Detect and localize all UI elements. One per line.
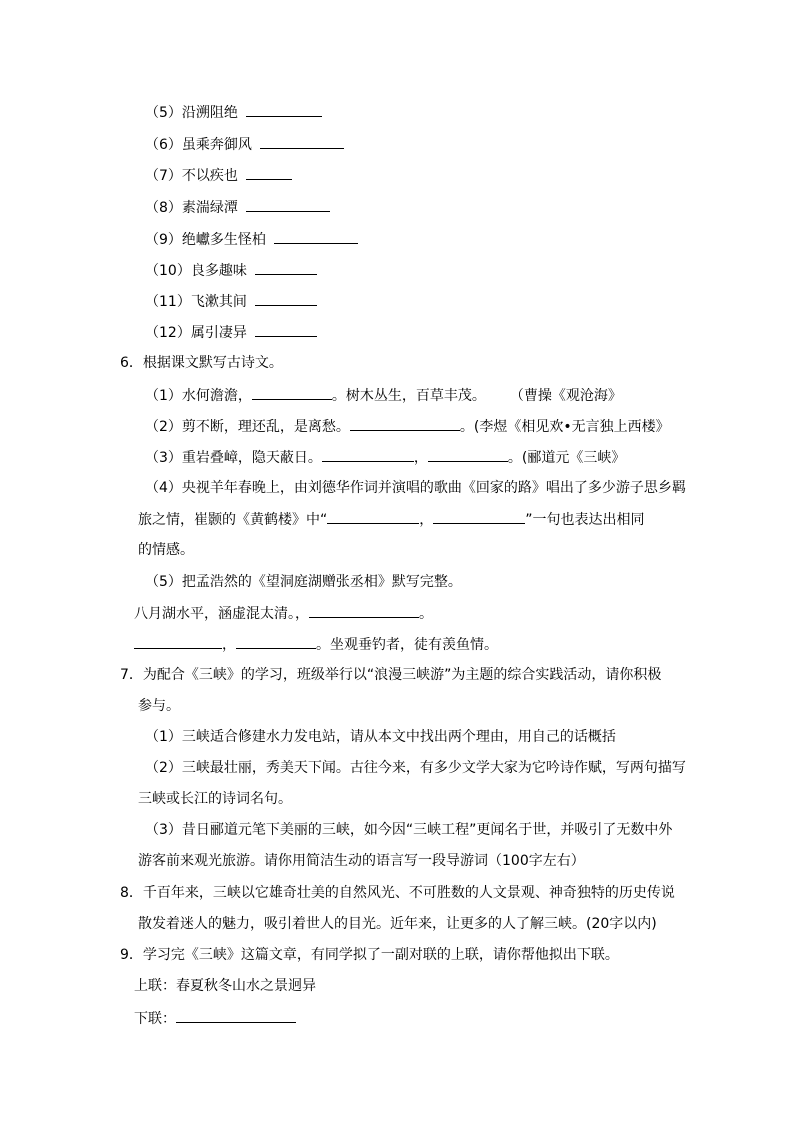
q7-line1: 7．为配合《三峡》的学习，班级举行以“浪漫三峡游”为主题的综合实践活动，请你积极	[120, 667, 662, 683]
q6-p4-blank-2[interactable]	[433, 509, 525, 524]
q5-item-10-blank[interactable]	[255, 260, 317, 275]
q6-p3-text-a: （3）重岩叠嶂，隐天蔽日。	[145, 450, 322, 466]
q5-item-9-blank[interactable]	[274, 229, 358, 244]
q5-item-6-blank[interactable]	[260, 134, 344, 149]
q6-p5-line1	[134, 603, 433, 624]
q6-p5-text-b: 。	[419, 606, 433, 622]
q6-p1-text-a: （1）水何澹澹，	[145, 388, 252, 404]
q5-item-6	[145, 134, 344, 155]
q9-lower-label: 下联：	[134, 1011, 176, 1027]
q6-p5-blank-2[interactable]	[134, 634, 222, 649]
q6-title: 6．根据课文默写古诗文。	[120, 355, 283, 371]
q6-p4-text-a: 旅之情，崔颢的《黄鹤楼》中“	[138, 512, 328, 528]
q5-item-12-blank[interactable]	[255, 322, 317, 337]
q6-p5-blank-3[interactable]	[236, 634, 316, 649]
q5-item-11	[145, 291, 317, 312]
q9-lower-couplet	[134, 1008, 296, 1029]
q6-p2-text-a: （2）剪不断，理还乱，是离愁。	[145, 419, 350, 435]
q6-p1-source: （曹操《观沧海》	[509, 388, 622, 404]
q7-part-2-line2: 三峡或长江的诗词名句。	[138, 791, 292, 807]
q8-line1: 8．千百年来，三峡以它雄奇壮美的自然风光、不可胜数的人文景观、神奇独特的历史传说	[120, 885, 675, 901]
q6-p4-text-b: ，	[419, 512, 434, 528]
q7-part-3-line2: 游客前来观光旅游。请你用简洁生动的语言写一段导游词（100字左右）	[138, 853, 585, 869]
q5-item-5-label: （5）沿溯阻绝	[145, 105, 238, 121]
q5-item-9	[145, 229, 358, 250]
q6-p4-blank-1[interactable]	[327, 509, 419, 524]
q5-item-11-blank[interactable]	[255, 291, 317, 306]
q5-item-8	[145, 197, 330, 218]
q5-item-7-label: （7）不以疾也	[145, 168, 238, 184]
q6-p2-blank[interactable]	[350, 416, 460, 431]
q7-line2: 参与。	[138, 698, 180, 714]
q6-p5-title: （5）把孟浩然的《望洞庭湖赠张丞相》默写完整。	[145, 574, 462, 590]
q6-p3-blank-2[interactable]	[428, 447, 508, 462]
q5-item-7-blank[interactable]	[246, 165, 292, 180]
q9-line1: 9．学习完《三峡》这篇文章，有同学拟了一副对联的上联，请你帮他拟出下联。	[120, 947, 619, 963]
q5-item-12	[145, 322, 317, 343]
q6-p4-line3: 的情感。	[138, 542, 194, 558]
q6-part-3	[145, 447, 625, 468]
q6-p5-text-d: 。坐观垂钓者，徒有羡鱼情。	[316, 637, 498, 653]
q6-p5-text-a: 八月湖水平，涵虚混太清。，	[134, 606, 309, 622]
q6-p2-text-b: 。(李煜《相见欢•无言独上西楼》	[459, 419, 670, 435]
q6-p4-line2	[138, 509, 645, 530]
q6-p3-text-b: ，	[413, 450, 428, 466]
q6-p5-blank-1[interactable]	[309, 603, 419, 618]
q6-p4-line1: （4）央视羊年春晚上，由刘德华作词并演唱的歌曲《回家的路》唱出了多少游子思乡羁	[145, 480, 686, 496]
q6-part-1	[145, 385, 622, 406]
q5-item-7	[145, 165, 292, 186]
q5-item-9-label: （9）绝巘多生怪柏	[145, 232, 266, 248]
q8-line2: 散发着迷人的魅力，吸引着世人的目光。近年来，让更多的人了解三峡。(20字以内)	[138, 916, 657, 932]
q5-item-12-label: （12）属引凄异	[145, 325, 247, 341]
q5-item-5	[145, 102, 322, 123]
q6-p1-text-b: 。树木丛生，百草丰茂。	[331, 388, 486, 404]
q5-item-8-label: （8）素湍绿潭	[145, 200, 238, 216]
q5-item-5-blank[interactable]	[246, 102, 322, 117]
q5-item-10	[145, 260, 317, 281]
q5-item-10-label: （10）良多趣味	[145, 263, 247, 279]
q9-lower-blank[interactable]	[176, 1008, 296, 1023]
q9-upper-couplet: 上联：春夏秋冬山水之景迥异	[134, 978, 316, 994]
q6-p5-line2	[134, 634, 498, 655]
q6-p4-text-c: ”一句也表达出相同	[525, 512, 645, 528]
q6-p3-blank-1[interactable]	[322, 447, 414, 462]
q5-item-11-label: （11）飞漱其间	[145, 294, 247, 310]
q7-part-1: （1）三峡适合修建水力发电站，请从本文中找出两个理由，用自己的话概括	[145, 729, 616, 745]
q6-p5-text-c: ，	[222, 637, 236, 653]
q7-part-3-line1: （3）昔日郦道元笔下美丽的三峡，如今因“三峡工程”更闻名于世，并吸引了无数中外	[145, 822, 673, 838]
q7-part-2-line1: （2）三峡最壮丽，秀美天下闻。古往今来，有多少文学大家为它吟诗作赋，写两句描写	[145, 760, 686, 776]
q6-p3-source: 。(郦道元《三峡》	[507, 450, 626, 466]
q6-p1-blank[interactable]	[252, 385, 332, 400]
q5-item-6-label: （6）虽乘奔御风	[145, 137, 252, 153]
q6-part-2	[145, 416, 670, 437]
q5-item-8-blank[interactable]	[246, 197, 330, 212]
